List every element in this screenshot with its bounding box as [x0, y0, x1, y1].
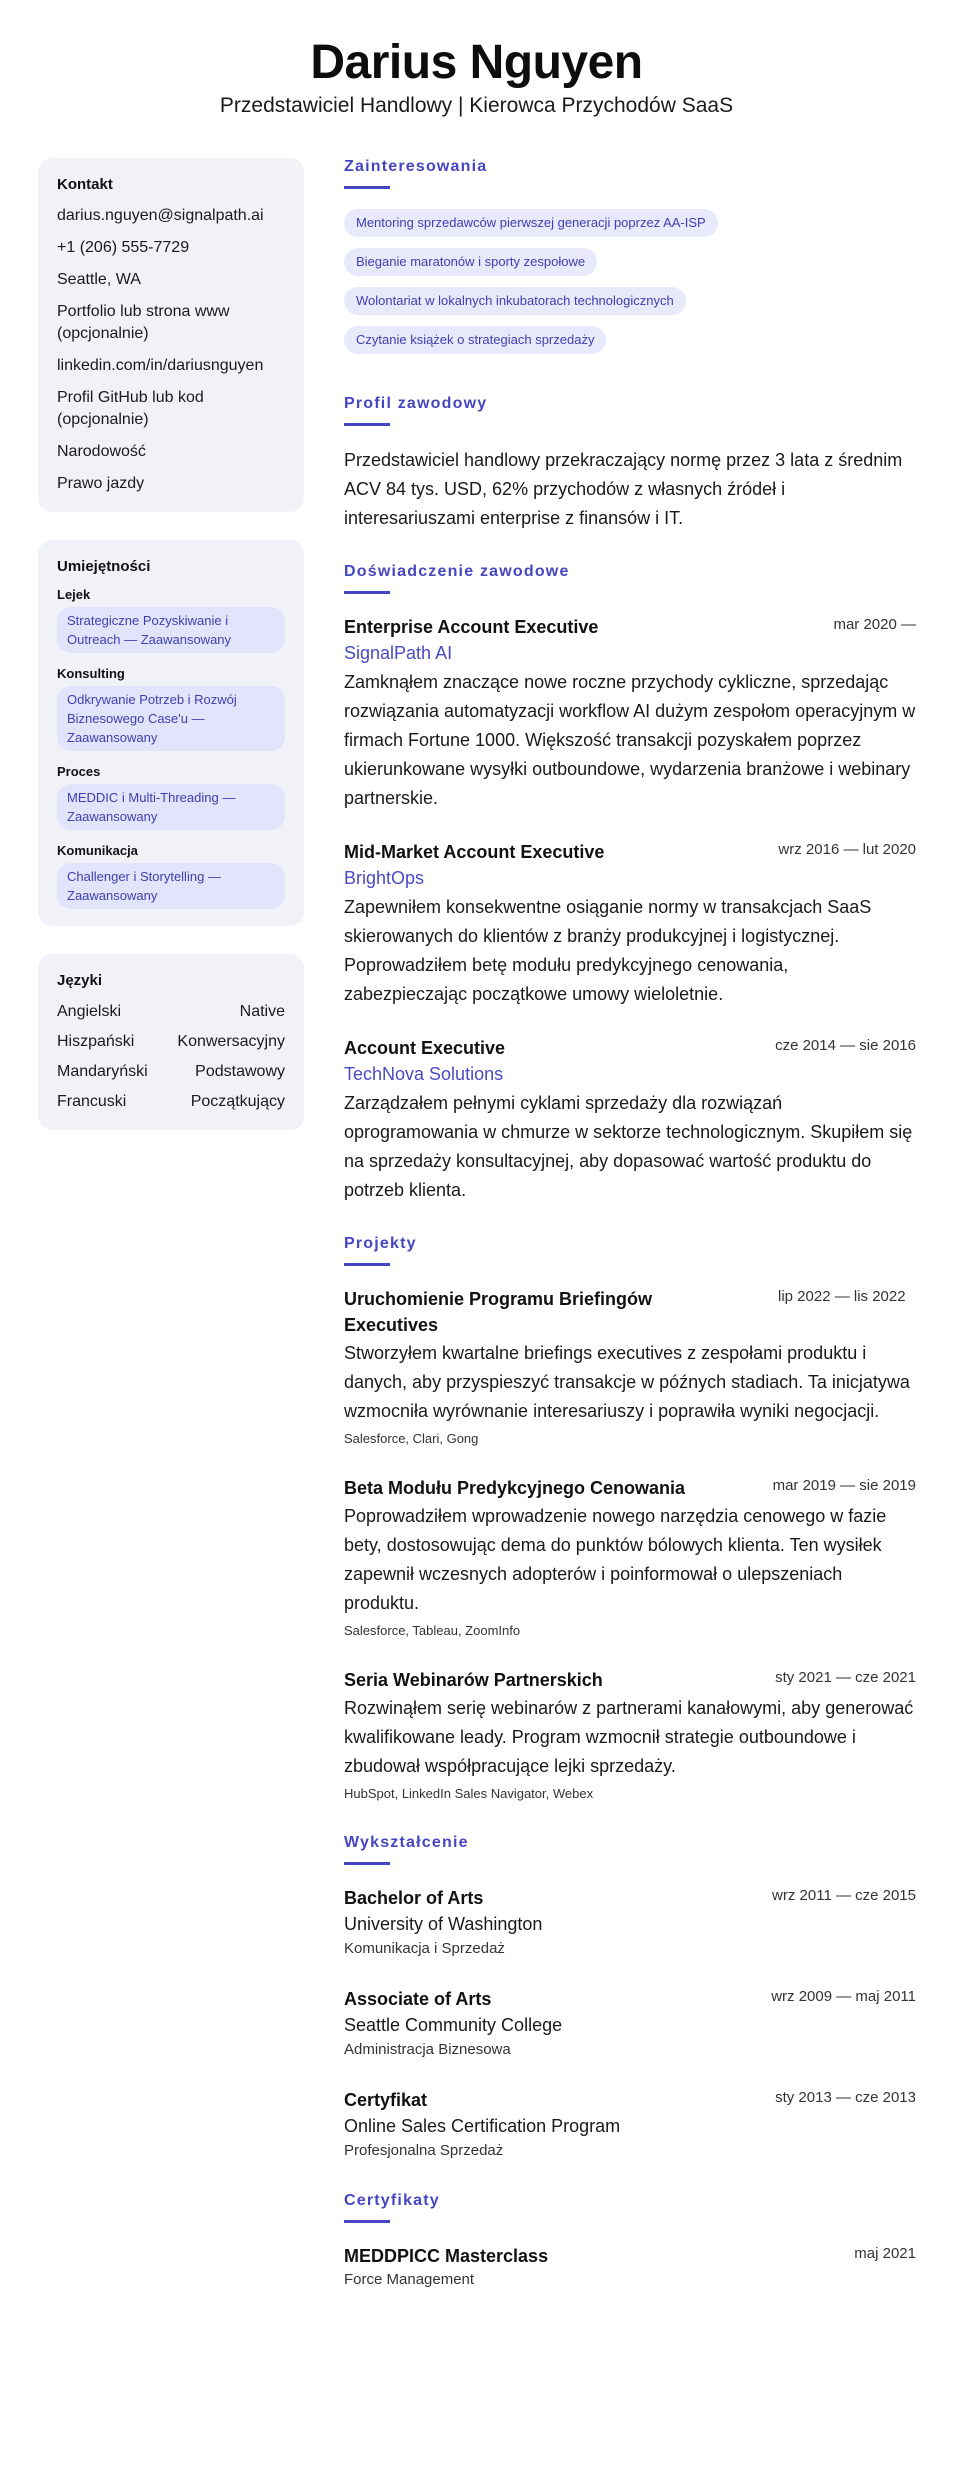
sidebar	[38, 158, 304, 1158]
degree-name: Bachelor of Arts	[344, 1888, 484, 1908]
field-of-study: Komunikacja i Sprzedaż	[344, 1940, 505, 1957]
field-of-study: Administracja Biznesowa	[344, 2041, 511, 2058]
contact-email[interactable]: darius.nguyen@signalpath.ai	[57, 207, 264, 224]
projects-heading: Projekty	[344, 1235, 417, 1252]
interests-heading: Zainteresowania	[344, 158, 488, 175]
certificate-entry	[344, 2243, 916, 2291]
profile-summary: Przedstawiciel handlowy przekraczający normę przez 3 lata z średnim ACV 84 tys. USD, 62% przychodów z własnych źródeł i interesariuszami enterprise z finansów i IT.	[344, 450, 903, 528]
job-title: Enterprise Account Executive	[344, 617, 599, 637]
section-divider	[344, 591, 390, 594]
project-tools: HubSpot, LinkedIn Sales Navigator, Webex	[344, 1786, 594, 1801]
skill-pill: Challenger i Storytelling — Zaawansowany	[57, 863, 285, 909]
skill-group	[57, 843, 285, 909]
section-divider	[344, 1862, 390, 1865]
contact-phone[interactable]: +1 (206) 555-7729	[57, 239, 190, 256]
candidate-name: Darius Nguyen	[310, 36, 643, 89]
education-dates: wrz 2009 — maj 2011	[771, 1988, 916, 2005]
language-row	[57, 1001, 285, 1023]
experience-entry	[344, 1035, 916, 1205]
section-divider	[344, 423, 390, 426]
certificate-date: maj 2021	[854, 2245, 916, 2262]
project-name: Uruchomienie Programu Briefingów Executives	[344, 1289, 653, 1335]
contact-nationality: Narodowość	[57, 443, 146, 460]
education-entry	[344, 1885, 916, 1960]
language-row	[57, 1031, 285, 1053]
profile-heading: Profil zawodowy	[344, 395, 488, 412]
languages-card	[38, 954, 304, 1130]
degree-name: Associate of Arts	[344, 1989, 492, 2009]
certificate-name: MEDDPICC Masterclass	[344, 2246, 549, 2266]
certificates-heading: Certyfikaty	[344, 2192, 440, 2209]
interest-tag: Czytanie książek o strategiach sprzedaży	[344, 326, 606, 354]
language-name: Francuski	[57, 1093, 127, 1110]
language-level: Konwersacyjny	[177, 1033, 285, 1050]
candidate-title: Przedstawiciel Handlowy | Kierowca Przychodów SaaS	[219, 94, 734, 117]
interests-list	[344, 209, 916, 365]
contact-portfolio[interactable]: Portfolio lub strona www (opcjonalnie)	[57, 303, 230, 342]
job-dates: mar 2020 —	[833, 616, 916, 633]
job-description: Zamknąłem znaczące nowe roczne przychody cykliczne, sprzedając rozwiązania automatyzacji workflow AI dużym zespołom operacyjnym w firmach Fortune 1000. Większość transakcji pozyskałem poprzez ukierunkowane wysyłki outboundowe, wydarzenia branżowe i webinary partnerskie.	[344, 672, 916, 808]
interest-tag: Bieganie maratonów i sporty zespołowe	[344, 248, 597, 276]
language-name: Hiszpański	[57, 1033, 135, 1050]
skill-pill: MEDDIC i Multi-Threading — Zaawansowany	[57, 784, 285, 830]
section-divider	[344, 1263, 390, 1266]
language-level: Native	[239, 1003, 285, 1020]
language-name: Mandaryński	[57, 1063, 148, 1080]
skill-label: Proces	[57, 764, 101, 779]
contact-heading: Kontakt	[57, 176, 113, 193]
education-section	[344, 1834, 916, 2162]
project-description: Rozwinąłem serię webinarów z partnerami kanałowymi, aby generować kwalifikowane leady. Program wzmocnił strategie outboundowe i zbudował współpracujące lejki sprzedaży.	[344, 1698, 914, 1776]
contact-card	[38, 158, 304, 512]
section-divider	[344, 186, 390, 189]
school-name: Seattle Community College	[344, 2015, 563, 2035]
contact-linkedin[interactable]: linkedin.com/in/dariusnguyen	[57, 357, 264, 374]
experience-heading: Doświadczenie zawodowe	[344, 563, 570, 580]
company-name: SignalPath AI	[344, 643, 453, 663]
company-name: TechNova Solutions	[344, 1064, 504, 1084]
contact-work-permit: Prawo jazdy	[57, 475, 145, 492]
certificate-issuer: Force Management	[344, 2271, 475, 2288]
project-dates: sty 2021 — cze 2021	[775, 1669, 916, 1686]
experience-entry	[344, 614, 916, 813]
project-dates: mar 2019 — sie 2019	[772, 1477, 916, 1494]
contact-location: Seattle, WA	[57, 271, 141, 288]
skill-pill: Odkrywanie Potrzeb i Rozwój Biznesowego Case'u — Zaawansowany	[57, 686, 285, 751]
experience-entry	[344, 839, 916, 1009]
education-dates: sty 2013 — cze 2013	[775, 2089, 916, 2106]
project-entry	[344, 1286, 916, 1449]
school-name: Online Sales Certification Program	[344, 2116, 621, 2136]
skill-label: Lejek	[57, 587, 91, 602]
project-name: Beta Modułu Predykcyjnego Cenowania	[344, 1478, 686, 1498]
job-dates: wrz 2016 — lut 2020	[778, 841, 916, 858]
skill-pill: Strategiczne Pozyskiwanie i Outreach — Zaawansowany	[57, 607, 285, 653]
education-dates: wrz 2011 — cze 2015	[772, 1887, 916, 1904]
language-level: Początkujący	[190, 1093, 285, 1110]
experience-section	[344, 563, 916, 1205]
main-content	[344, 158, 916, 2321]
resume-header	[0, 36, 953, 120]
project-entry	[344, 1667, 916, 1804]
interest-tag: Wolontariat w lokalnych inkubatorach technologicznych	[344, 287, 686, 315]
school-name: University of Washington	[344, 1914, 543, 1934]
language-name: Angielski	[57, 1003, 122, 1020]
project-tools: Salesforce, Tableau, ZoomInfo	[344, 1623, 521, 1638]
language-row	[57, 1061, 285, 1083]
project-entry	[344, 1475, 916, 1641]
section-divider	[344, 2220, 390, 2223]
language-row	[57, 1091, 285, 1113]
language-level: Podstawowy	[195, 1063, 285, 1080]
profile-section	[344, 395, 916, 533]
languages-heading: Języki	[57, 972, 103, 989]
project-name: Seria Webinarów Partnerskich	[344, 1670, 603, 1690]
contact-github[interactable]: Profil GitHub lub kod (opcjonalnie)	[57, 389, 204, 428]
skill-group	[57, 666, 285, 751]
project-description: Stworzyłem kwartalne briefings executives z zespołami produktu i danych, aby przyspieszyć transakcje w późnych stadiach. Ta inicjatywa wzmocniła wyrównanie interesariuszy i poprawiła wyniki negocjacji.	[344, 1343, 910, 1421]
skill-group	[57, 764, 285, 830]
education-entry	[344, 2087, 916, 2162]
skill-label: Konsulting	[57, 666, 125, 681]
certificates-section	[344, 2192, 916, 2291]
interests-section	[344, 158, 916, 365]
education-heading: Wykształcenie	[344, 1834, 469, 1851]
skill-label: Komunikacja	[57, 843, 138, 858]
field-of-study: Profesjonalna Sprzedaż	[344, 2142, 504, 2159]
project-dates: lip 2022 — lis 2022	[778, 1288, 906, 1305]
project-description: Poprowadziłem wprowadzenie nowego narzędzia cenowego w fazie bety, dostosowując dema do punktów bólowych klienta. Ten wysiłek zapewnił wczesnych adopterów i poinformował o ulepszeniach produktu.	[344, 1506, 887, 1613]
skill-group	[57, 587, 285, 653]
job-description: Zarządzałem pełnymi cyklami sprzedaży dla rozwiązań oprogramowania w chmurze w sektorze technologicznym. Skupiłem się na sprzedaży konsultacyjnej, aby dopasować wartość produktu do potrzeb klienta.	[344, 1093, 913, 1200]
job-title: Mid-Market Account Executive	[344, 842, 605, 862]
job-description: Zapewniłem konsekwentne osiąganie normy w transakcjach SaaS skierowanych do klientów z branży produkcyjnej i logistycznej. Poprowadziłem betę modułu predykcyjnego cenowania, zabezpieczając początkowe umowy wieloletnie.	[344, 897, 872, 1004]
skills-heading: Umiejętności	[57, 558, 151, 575]
project-tools: Salesforce, Clari, Gong	[344, 1431, 479, 1446]
job-dates: cze 2014 — sie 2016	[775, 1037, 916, 1054]
job-title: Account Executive	[344, 1038, 506, 1058]
education-entry	[344, 1986, 916, 2061]
projects-section	[344, 1235, 916, 1804]
company-name: BrightOps	[344, 868, 425, 888]
interest-tag: Mentoring sprzedawców pierwszej generacji poprzez AA-ISP	[344, 209, 718, 237]
skills-card	[38, 540, 304, 926]
degree-name: Certyfikat	[344, 2090, 428, 2110]
